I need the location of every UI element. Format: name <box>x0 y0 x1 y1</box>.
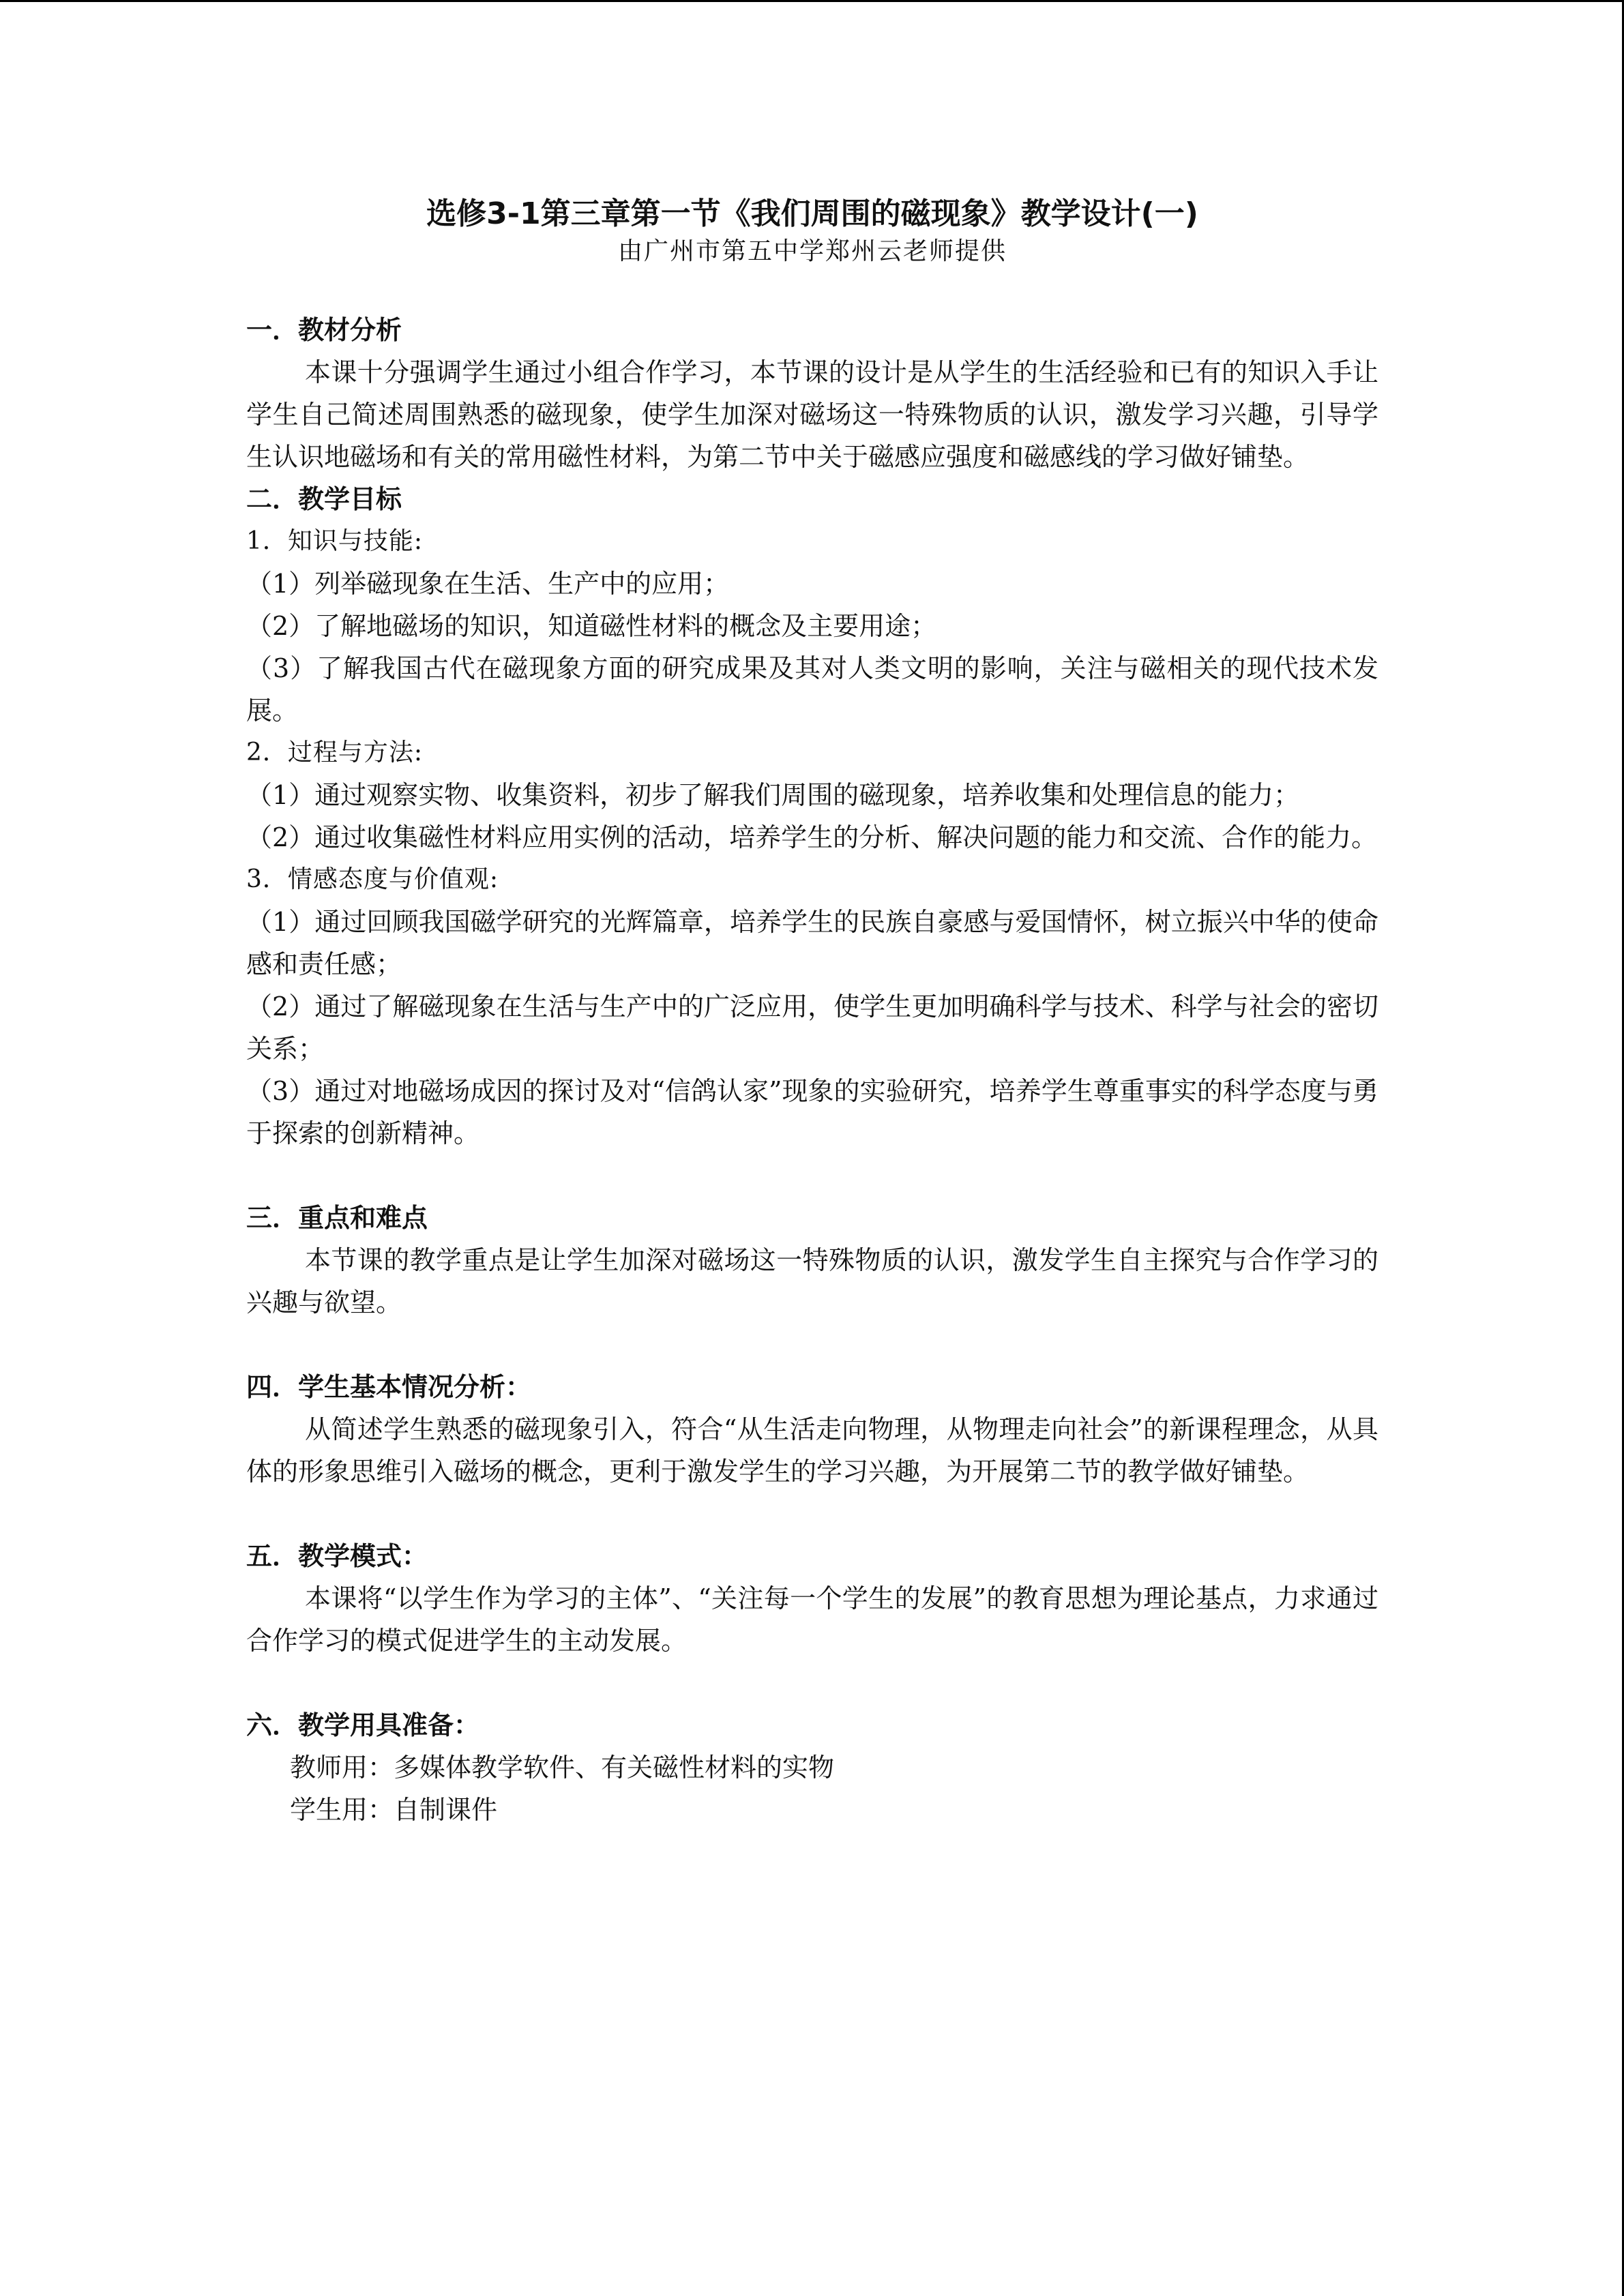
objective-item: （1）列举磁现象在生活、生产中的应用； <box>246 569 730 599</box>
objective-item: （3）通过对地磁场成因的探讨及对“信鸽认家”现象的实验研究，培养学生尊重事实的科学态度与勇于探索的创新精神。 <box>246 1076 1378 1148</box>
section-heading: 二．教学目标 <box>246 484 402 514</box>
section-heading: 六．教学用具准备： <box>246 1710 480 1740</box>
objective-subheading: 3．情感态度与价值观: <box>246 865 499 893</box>
section-heading: 三．重点和难点 <box>246 1203 428 1233</box>
section-paragraph: 本课将“以学生作为学习的主体”、“关注每一个学生的发展”的教育思想为理论基点，力求通过合作学习的模式促进学生的主动发展。 <box>246 1583 1378 1656</box>
section-key-points <box>246 1197 1378 1324</box>
document-body <box>246 194 1378 1831</box>
objective-item: （2）通过了解磁现象在生活与生产中的广泛应用，使学生更加明确科学与技术、科学与社会的密切关系； <box>246 992 1378 1064</box>
section-paragraph: 本课十分强调学生通过小组合作学习，本节课的设计是从学生的生活经验和已有的知识入手让学生自己简述周围熟悉的磁现象，使学生加深对磁场这一特殊物质的认识，激发学习兴趣，引导学生认识地磁场和有关的常用磁性材料，为第二节中关于磁感应强度和磁感线的学习做好铺垫。 <box>246 357 1378 472</box>
objective-item: （3）了解我国古代在磁现象方面的研究成果及其对人类文明的影响，关注与磁相关的现代技术发展。 <box>246 653 1378 726</box>
section-heading: 一．教材分析 <box>246 315 402 345</box>
section-paragraph: 从简述学生熟悉的磁现象引入，符合“从生活走向物理，从物理走向社会”的新课程理念，从具体的形象思维引入磁场的概念，更利于激发学生的学习兴趣，为开展第二节的教学做好铺垫。 <box>246 1414 1378 1487</box>
section-heading: 四．学生基本情况分析： <box>246 1372 532 1402</box>
objective-subheading: 2．过程与方法: <box>246 739 424 766</box>
page-border-top <box>0 0 1624 2</box>
section-spacer <box>246 1662 1378 1704</box>
section-teaching-mode <box>246 1535 1378 1662</box>
objective-item: （2）通过收集磁性材料应用实例的活动，培养学生的分析、解决问题的能力和交流、合作的能力。 <box>246 822 1378 852</box>
tools-item: 学生用：自制课件 <box>290 1795 498 1825</box>
section-student-analysis <box>246 1366 1378 1493</box>
section-spacer <box>246 1154 1378 1197</box>
section-teaching-tools <box>246 1704 1378 1831</box>
objective-item: （1）通过回顾我国磁学研究的光辉篇章，培养学生的民族自豪感与爱国情怀，树立振兴中华的使命感和责任感； <box>246 907 1378 979</box>
tools-item: 教师用：多媒体教学软件、有关磁性材料的实物 <box>290 1753 835 1783</box>
section-spacer <box>246 1324 1378 1366</box>
objective-item: （2）了解地磁场的知识，知道磁性材料的概念及主要用途； <box>246 611 937 641</box>
section-textbook-analysis <box>246 309 1378 478</box>
objective-subheading: 1．知识与技能: <box>246 527 424 555</box>
section-teaching-objectives <box>246 478 1378 1154</box>
document-subtitle: 由广州市第五中学郑州云老师提供 <box>617 237 1007 265</box>
document-title: 选修3-1第三章第一节《我们周围的磁现象》教学设计(一) <box>426 196 1198 231</box>
section-paragraph: 本节课的教学重点是让学生加深对磁场这一特殊物质的认识，激发学生自主探究与合作学习的兴趣与欲望。 <box>246 1245 1378 1317</box>
objective-item: （1）通过观察实物、收集资料，初步了解我们周围的磁现象，培养收集和处理信息的能力； <box>246 780 1300 810</box>
section-spacer <box>246 1493 1378 1535</box>
section-heading: 五．教学模式： <box>246 1541 428 1571</box>
